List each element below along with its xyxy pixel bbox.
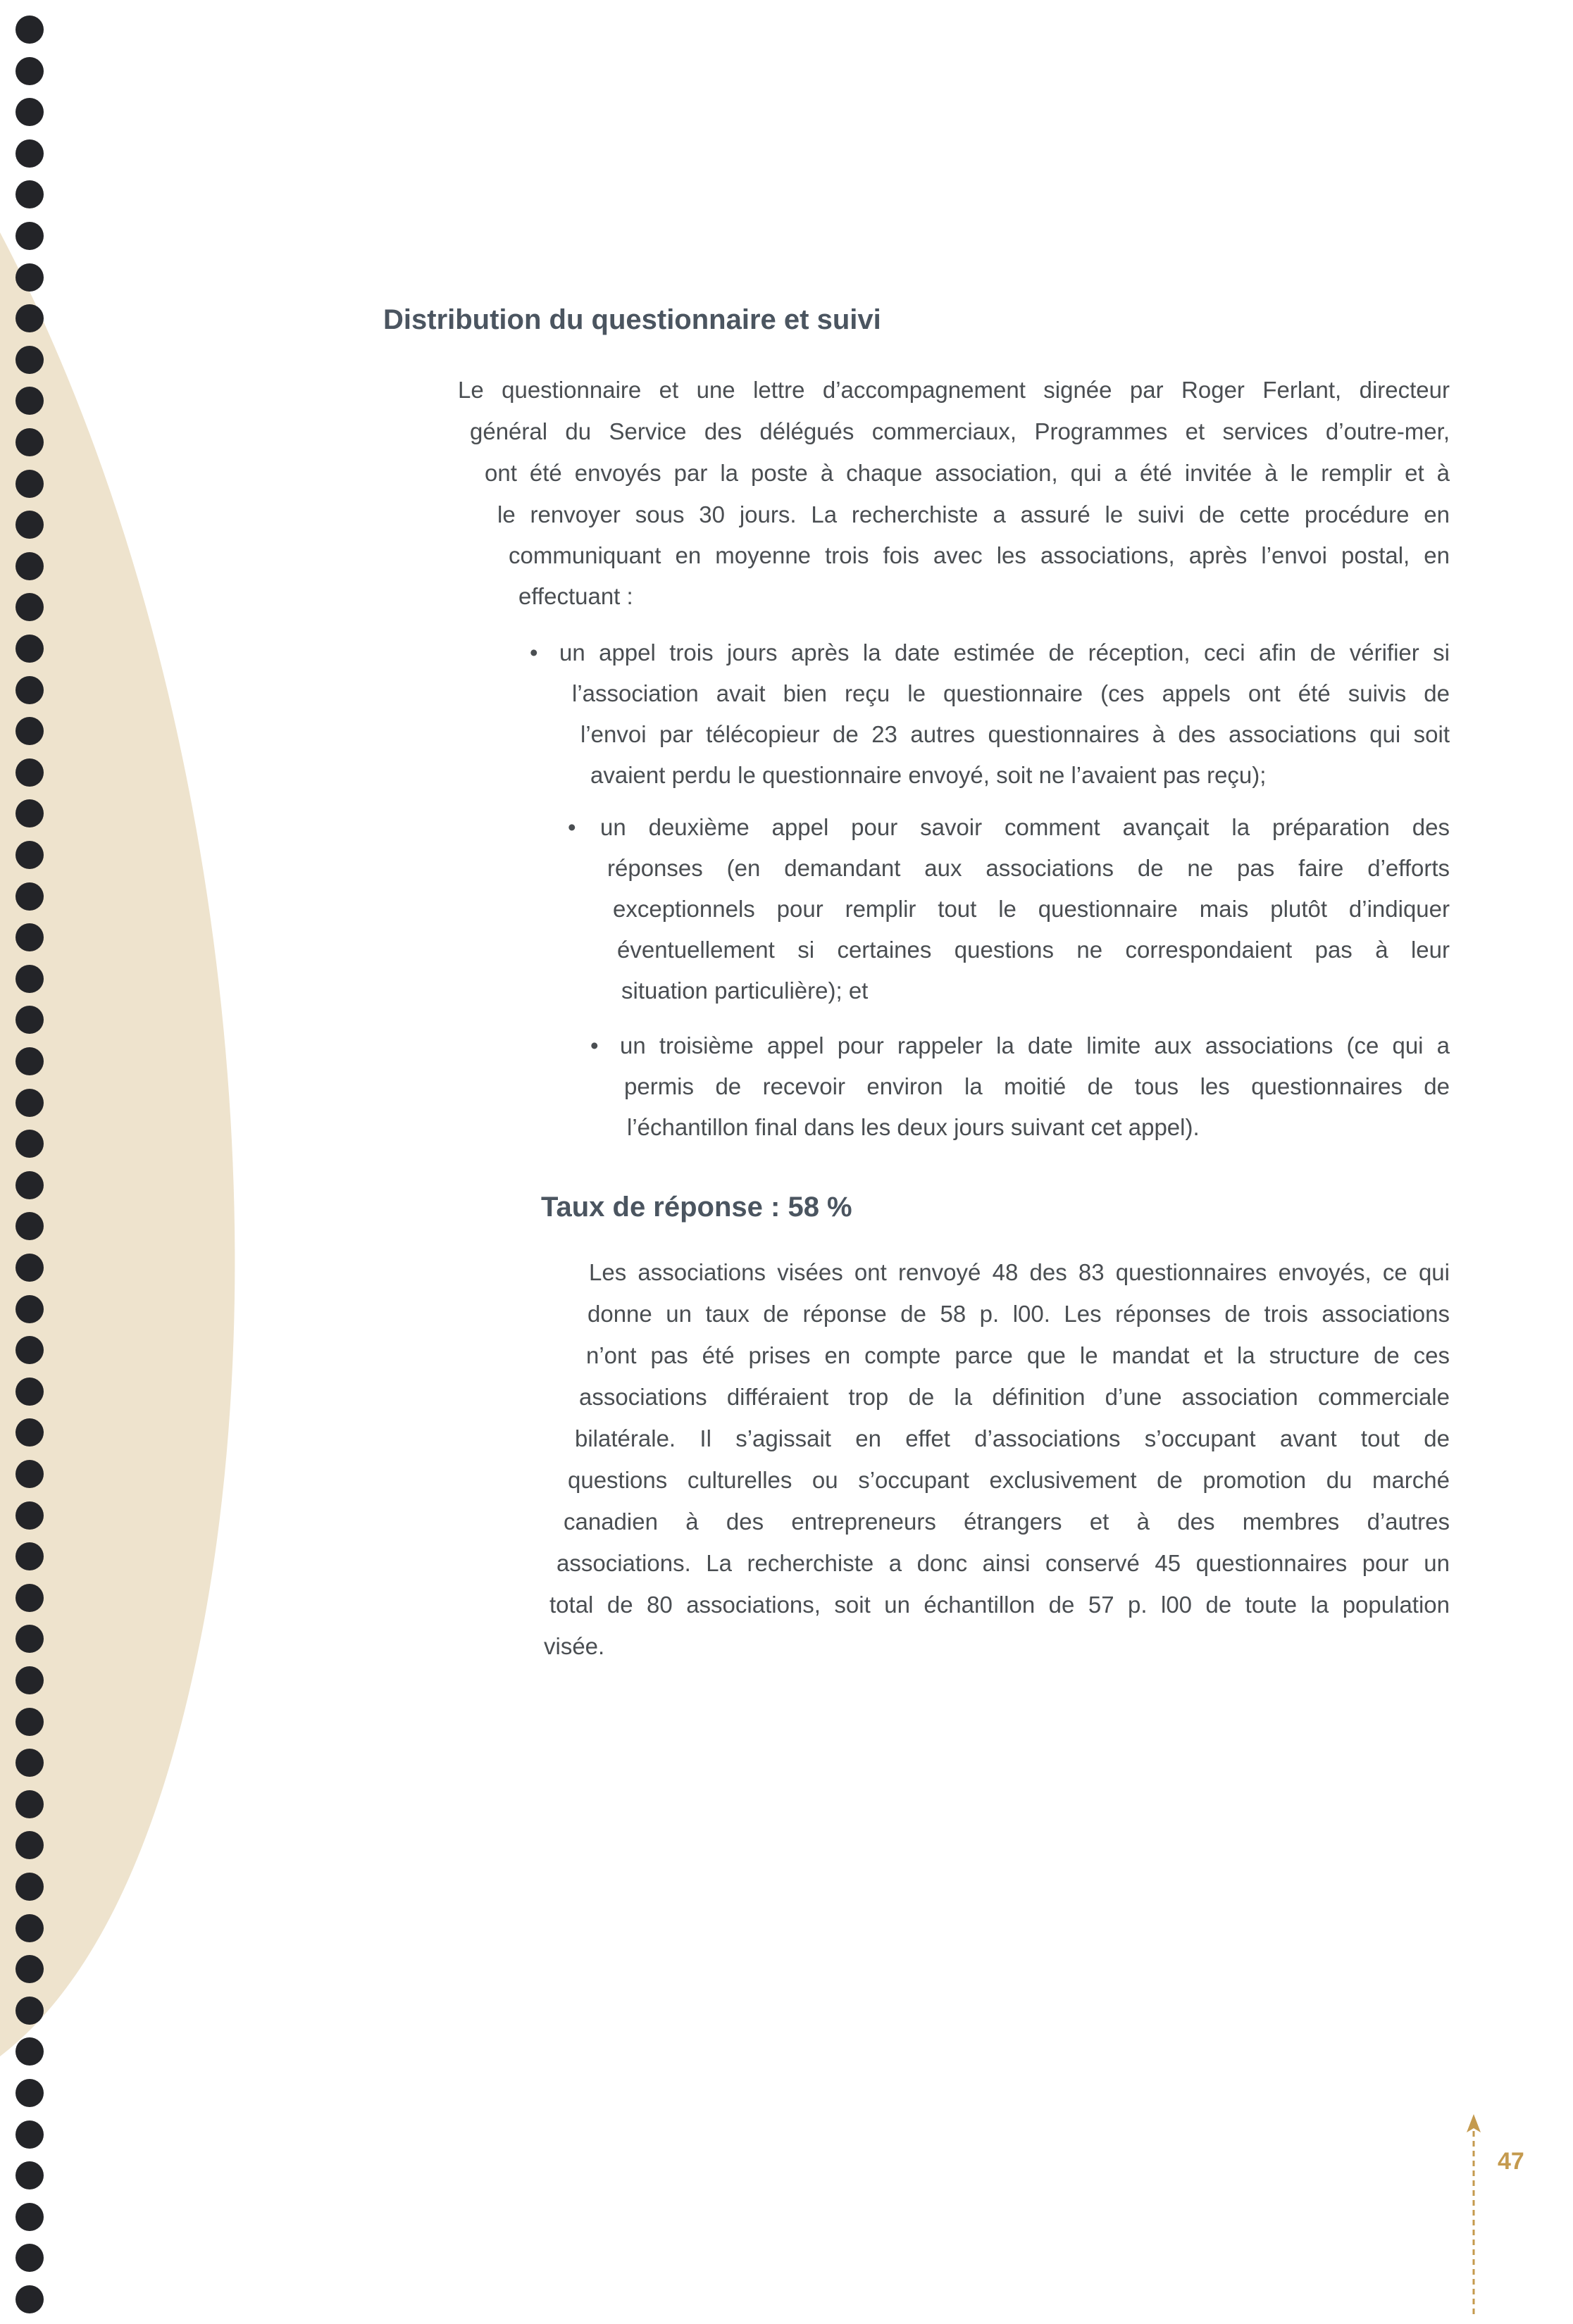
text-line: total de 80 associations, soit un échantillon de 57 p. l00 de toute la population (549, 1592, 1450, 1618)
bullet-icon: • (568, 814, 576, 840)
binding-hole (15, 1666, 44, 1694)
binding-hole (15, 511, 44, 539)
binding-hole (15, 428, 44, 456)
text-line: visée. (544, 1633, 605, 1659)
text-line: éventuellement si certaines questions ne correspondaient pas à leur (617, 937, 1450, 963)
section-title: Distribution du questionnaire et suivi (383, 304, 881, 335)
binding-hole (15, 552, 44, 580)
text-line: situation particulière); et (621, 977, 869, 1004)
text-line: le renvoyer sous 30 jours. La recherchiste a assuré le suivi de cette procédure en (497, 501, 1450, 527)
binding-hole (15, 263, 44, 292)
page-number: 47 (1498, 2148, 1524, 2175)
binding-hole (15, 387, 44, 415)
text-line: questions culturelles ou s’occupant exclusivement de promotion du marché (568, 1467, 1450, 1493)
text-line: avaient perdu le questionnaire envoyé, soit ne l’avaient pas reçu); (590, 762, 1267, 788)
bullet-icon: • (590, 1032, 599, 1058)
binding-hole (15, 1254, 44, 1282)
text-line: donne un taux de réponse de 58 p. l00. Les réponses de trois associations (587, 1301, 1450, 1327)
binding-hole (15, 1708, 44, 1736)
binding-hole (15, 1501, 44, 1530)
text-line: Les associations visées ont renvoyé 48 des 83 questionnaires envoyés, ce qui (589, 1259, 1450, 1285)
binding-hole (15, 1460, 44, 1488)
binding-hole (15, 2285, 44, 2313)
binding-hole (15, 1542, 44, 1570)
binding-hole (15, 717, 44, 745)
binding-hole (15, 180, 44, 208)
binding-hole (15, 470, 44, 498)
binding-hole (15, 841, 44, 869)
binding-hole (15, 923, 44, 951)
binding-hole (15, 1377, 44, 1406)
binding-hole (15, 57, 44, 85)
text-line: réponses (en demandant aux associations de ne pas faire d’efforts (607, 855, 1450, 881)
text-line: un troisième appel pour rappeler la date limite aux associations (ce qui a (620, 1032, 1450, 1058)
text-line: exceptionnels pour remplir tout le questionnaire mais plutôt d’indiquer (613, 896, 1450, 922)
binding-hole (15, 2244, 44, 2272)
text-line: ont été envoyés par la poste à chaque association, qui a été invitée à le remplir et à (485, 460, 1450, 486)
text-line: un deuxième appel pour savoir comment avançait la préparation des (600, 814, 1450, 840)
binding-hole (15, 635, 44, 663)
binding-hole (15, 1997, 44, 2025)
binding-hole (15, 1089, 44, 1117)
binding-hole (15, 2037, 44, 2066)
text-line: permis de recevoir environ la moitié de tous les questionnaires de (624, 1073, 1450, 1099)
text-line: effectuant : (518, 583, 633, 609)
text-line: général du Service des délégués commerciaux, Programmes et services d’outre-mer, (470, 418, 1450, 444)
decorative-curved-band (0, 0, 493, 2324)
binding-hole (15, 799, 44, 827)
bullet-icon: • (530, 639, 538, 666)
binding-hole (15, 2161, 44, 2189)
text-line: l’association avait bien reçu le questionnaire (ces appels ont été suivis de (572, 680, 1450, 706)
binding-hole (15, 1130, 44, 1158)
binding-hole (15, 139, 44, 168)
binding-hole (15, 1584, 44, 1612)
binding-hole (15, 2203, 44, 2231)
binding-hole (15, 1831, 44, 1859)
binding-hole (15, 1212, 44, 1240)
binding-hole (15, 2120, 44, 2149)
binding-hole (15, 222, 44, 250)
binding-hole (15, 1914, 44, 1942)
binding-hole (15, 1790, 44, 1818)
response-rate-title: Taux de réponse : 58 % (541, 1192, 852, 1223)
binding-hole (15, 346, 44, 374)
binding-hole (15, 758, 44, 787)
binding-hole (15, 1418, 44, 1447)
binding-hole (15, 1336, 44, 1364)
binding-hole (15, 676, 44, 704)
text-line: un appel trois jours après la date estimée de réception, ceci afin de vérifier si (559, 639, 1450, 666)
binding-hole (15, 1295, 44, 1323)
binding-hole (15, 593, 44, 621)
binding-hole (15, 1749, 44, 1777)
text-line: communiquant en moyenne trois fois avec les associations, après l’envoi postal, en (509, 542, 1450, 568)
binding-hole (15, 98, 44, 126)
binding-hole (15, 15, 44, 44)
binding-hole (15, 1047, 44, 1075)
text-line: bilatérale. Il s’agissait en effet d’associations s’occupant avant tout de (575, 1425, 1450, 1451)
binding-hole (15, 2079, 44, 2107)
binding-hole (15, 965, 44, 993)
binding-hole (15, 1955, 44, 1983)
binding-hole (15, 882, 44, 911)
text-line: l’échantillon final dans les deux jours suivant cet appel). (627, 1114, 1200, 1140)
text-line: associations différaient trop de la définition d’une association commerciale (579, 1384, 1450, 1410)
binding-holes (0, 0, 63, 2324)
binding-hole (15, 1873, 44, 1901)
binding-hole (15, 304, 44, 332)
text-line: canadien à des entrepreneurs étrangers et à des membres d’autres (564, 1508, 1450, 1535)
binding-hole (15, 1006, 44, 1034)
text-line: n’ont pas été prises en compte parce que le mandat et la structure de ces (586, 1342, 1450, 1368)
up-arrow-icon (1465, 2114, 1482, 2318)
text-line: l’envoi par télécopieur de 23 autres questionnaires à des associations qui soit (580, 721, 1450, 747)
text-line: Le questionnaire et une lettre d’accompagnement signée par Roger Ferlant, directeur (458, 377, 1450, 403)
binding-hole (15, 1171, 44, 1199)
binding-hole (15, 1625, 44, 1653)
text-line: associations. La recherchiste a donc ainsi conservé 45 questionnaires pour un (557, 1550, 1450, 1576)
